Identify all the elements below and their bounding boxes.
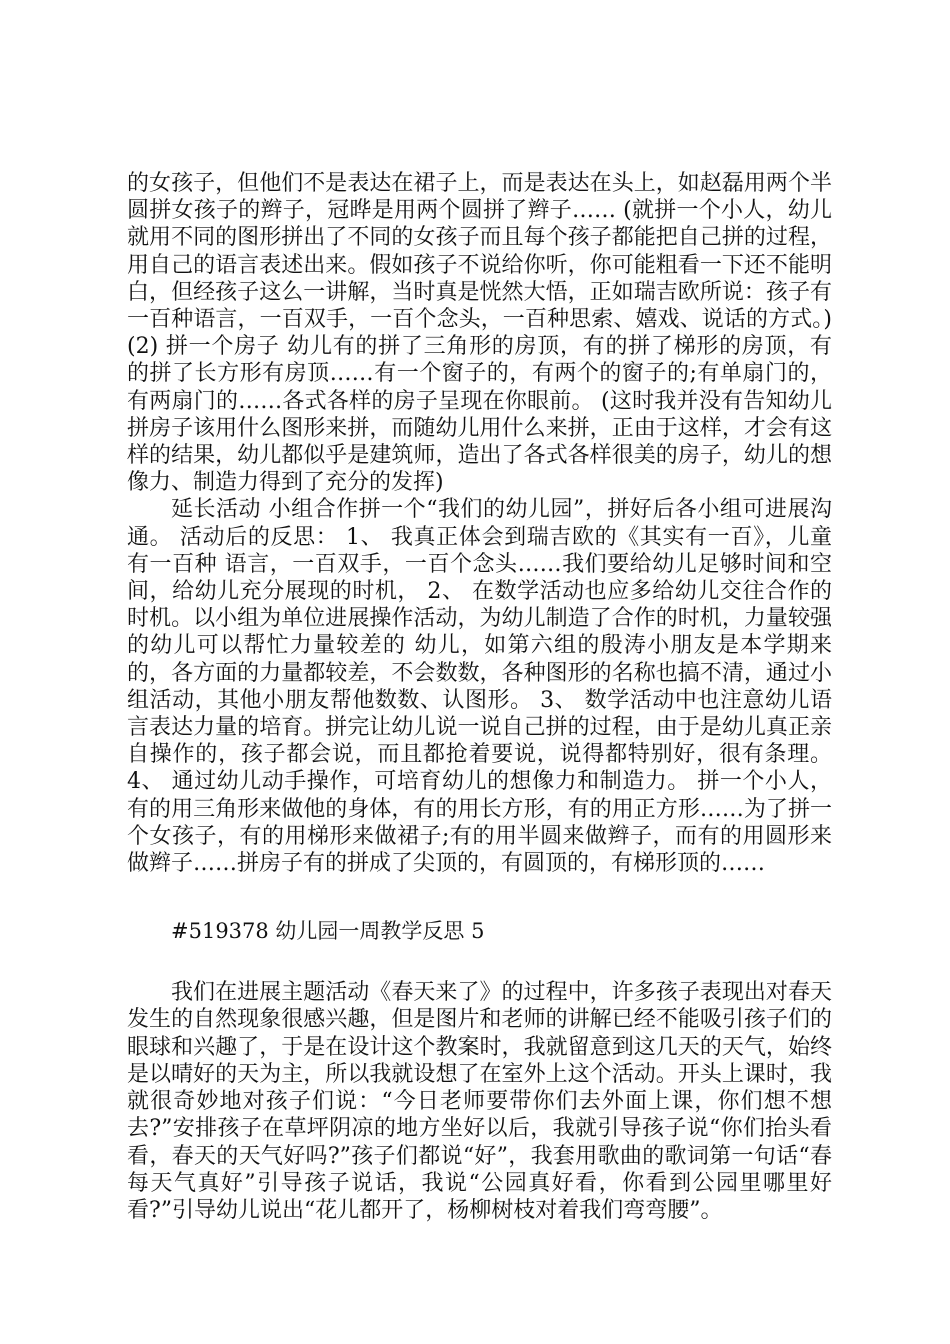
- document-page: [127, 170, 832, 1224]
- paragraph-extension-and-reflection: 延长活动 小组合作拼一个“我们的幼儿园”，拼好后各小组可进展沟通。 活动后的反思： 1、 我真正体会到瑞吉欧的《其实有一百》，儿童有一百种 语言，一百双手，一百个念头……我们要给幼儿足够时间和空间，给幼儿充分展现的时机， 2、 在数学活动也应多给幼儿交往合作的时机。以小组为单位进展操作活动，为幼儿制造了合作的时机，力量较强的幼儿可以帮忙力量较差的 幼儿，如第六组的殷涛小朋友是本学期来的，各方面的力量都较差，不会数数，各种图形的名称也搞不清，通过小组活动，其他小朋友帮他数数、认图形。 3、 数学活动中也注意幼儿语言表达力量的培育。拼完让幼儿说一说自己拼的过程，由于是幼儿真正亲自操作的，孩子都会说，而且都抢着要说，说得都特别好，很有条理。 4、 通过幼儿动手操作，可培育幼儿的想像力和制造力。 拼一个小人，有的用三角形来做他的身体，有的用长方形，有的用正方形……为了拼一个女孩子，有的用梯形来做裙子;有的用半圆来做辫子，而有的用圆形来做辫子……拼房子有的拼成了尖顶的，有圆顶的，有梯形顶的……: [127, 497, 832, 877]
- section-heading: #519378 幼儿园一周教学反思 5: [171, 919, 485, 944]
- paragraph-continued-activity: 的女孩子，但他们不是表达在裙子上，而是表达在头上，如赵磊用两个半圆拼女孩子的辫子，冠晔是用两个圆拼了辫子…… (就拼一个小人，幼儿就用不同的图形拼出了不同的女孩子而且每个孩子都能把自己拼的过程，用自己的语言表述出来。假如孩子不说给你听，你可能粗看一下还不能明白，但经孩子这么一讲解，当时真是恍然大悟，正如瑞吉欧所说：孩子有一百种语言，一百双手，一百个念头，一百种思索、嬉戏、说话的方式。) (2) 拼一个房子 幼儿有的拼了三角形的房顶，有的拼了梯形的房顶，有的拼了长方形有房顶……有一个窗子的，有两个的窗子的;有单扇门的，有两扇门的……各式各样的房子呈现在你眼前。 (这时我并没有告知幼儿拼房子该用什么图形来拼，而随幼儿用什么来拼，正由于这样，才会有这样的结果，幼儿都似乎是建筑师，造出了各式各样很美的房子，幼儿的想像力、制造力得到了充分的发挥): [127, 171, 832, 496]
- paragraph-spring-activity: 我们在进展主题活动《春天来了》的过程中，许多孩子表现出对春天发生的自然现象很感兴趣，但是图片和老师的讲解已经不能吸引孩子们的眼球和兴趣了，于是在设计这个教案时，我就留意到这几天的天气，始终是以晴好的天为主，所以我就设想了在室外上这个活动。开头上课时，我就很奇妙地对孩子们说：“今日老师要带你们去外面上课，你们想不想去?”安排孩子在草坪阴凉的地方坐好以后，我就引导孩子说“你们抬头看看，春天的天气好吗?”孩子们都说“好”，我套用歌曲的歌词第一句话“春每天气真好”引导孩子说话，我说“公园真好看，你看到公园里哪里好看?”引导幼儿说出“花儿都开了，杨柳树枝对着我们弯弯腰”。: [127, 980, 832, 1223]
